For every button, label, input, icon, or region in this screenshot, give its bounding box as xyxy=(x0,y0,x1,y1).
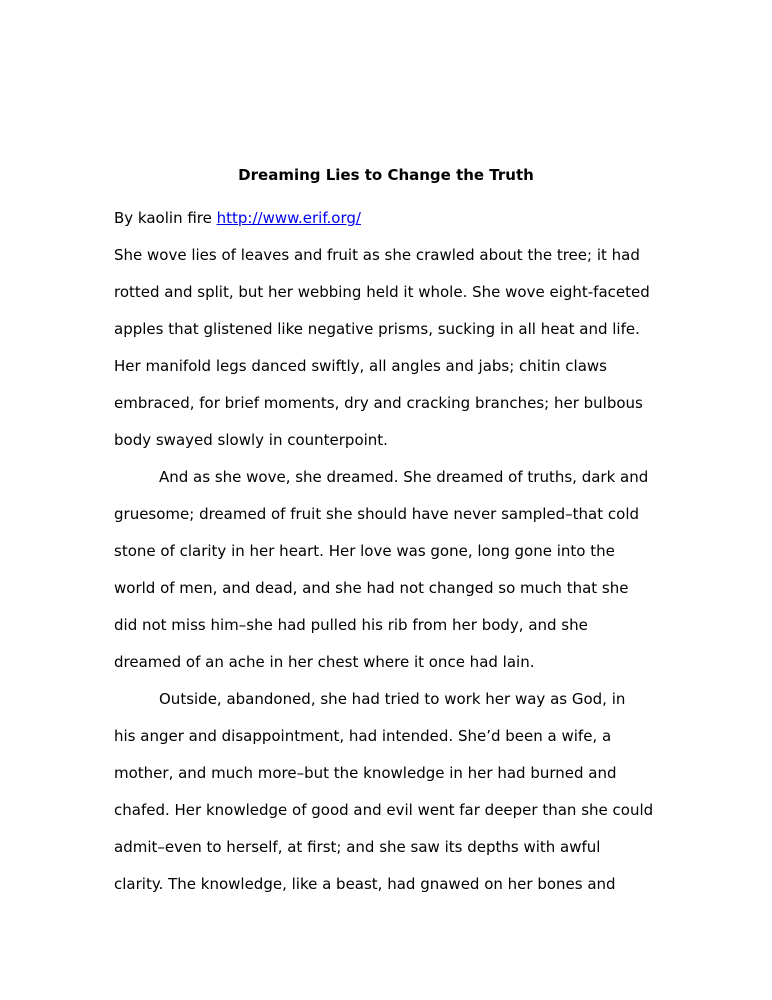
paragraph-line: dreamed of an ache in her chest where it once had lain. xyxy=(114,653,535,671)
paragraph-line: rotted and split, but her webbing held it whole. She wove eight-faceted xyxy=(114,283,650,301)
author-website-link[interactable]: http://www.erif.org/ xyxy=(216,209,361,227)
paragraph-line: chafed. Her knowledge of good and evil went far deeper than she could xyxy=(114,801,654,819)
paragraph-line: stone of clarity in her heart. Her love was gone, long gone into the xyxy=(114,542,615,560)
paragraph-line: Outside, abandoned, she had tried to work her way as God, in xyxy=(159,690,626,708)
paragraph-line: mother, and much more–but the knowledge in her had burned and xyxy=(114,764,617,782)
document-title: Dreaming Lies to Change the Truth xyxy=(238,166,534,184)
byline-author: By kaolin fire xyxy=(114,209,212,227)
paragraph-line: admit–even to herself, at first; and she saw its depths with awful xyxy=(114,838,601,856)
paragraph-line: world of men, and dead, and she had not changed so much that she xyxy=(114,579,629,597)
paragraph-3 xyxy=(114,681,674,903)
paragraph-line: body swayed slowly in counterpoint. xyxy=(114,431,388,449)
paragraph-line: And as she wove, she dreamed. She dreamed of truths, dark and xyxy=(159,468,649,486)
paragraph-2 xyxy=(114,459,674,681)
paragraph-line: did not miss him–she had pulled his rib from her body, and she xyxy=(114,616,588,634)
document-body xyxy=(114,200,674,903)
paragraph-line: his anger and disappointment, had intended. She’d been a wife, a xyxy=(114,727,612,745)
paragraph-line: gruesome; dreamed of fruit she should have never sampled–that cold xyxy=(114,505,640,523)
paragraph-line: Her manifold legs danced swiftly, all angles and jabs; chitin claws xyxy=(114,357,607,375)
paragraph-1 xyxy=(114,237,674,459)
byline xyxy=(114,200,674,237)
paragraph-line: clarity. The knowledge, like a beast, had gnawed on her bones and xyxy=(114,875,616,893)
paragraph-line: She wove lies of leaves and fruit as she crawled about the tree; it had xyxy=(114,246,640,264)
paragraph-line: embraced, for brief moments, dry and cracking branches; her bulbous xyxy=(114,394,643,412)
paragraph-line: apples that glistened like negative prisms, sucking in all heat and life. xyxy=(114,320,640,338)
